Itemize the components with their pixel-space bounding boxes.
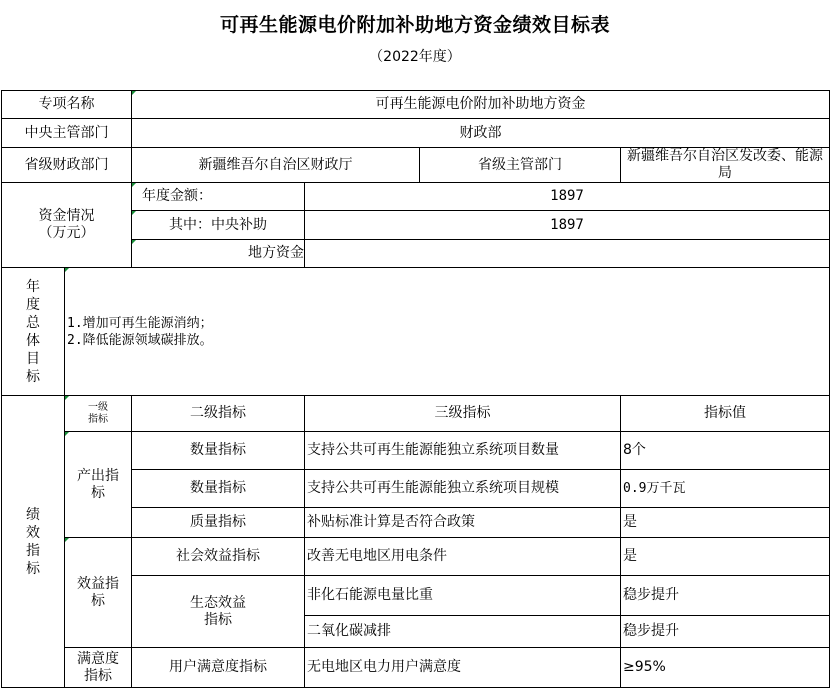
project-label: 专项名称 bbox=[2, 91, 132, 119]
output-indicator-label bbox=[65, 432, 132, 538]
funds-annual-value: 1897 bbox=[305, 183, 830, 211]
annual-goal-char: 总 bbox=[26, 314, 40, 331]
level3-cell: 补贴标准计算是否符合政策 bbox=[305, 508, 621, 538]
header-level1-line2: 指标 bbox=[88, 413, 108, 425]
eco-benefit-label bbox=[132, 576, 305, 648]
funds-local-value bbox=[305, 240, 830, 268]
page-subtitle: （2022年度） bbox=[369, 49, 461, 65]
funds-label-line2: （万元） bbox=[38, 225, 95, 241]
eco-label-line1: 生态效益 bbox=[190, 594, 246, 611]
annual-goal-content bbox=[65, 268, 830, 396]
level2-cell: 数量指标 bbox=[132, 432, 305, 470]
output-label-line1: 产出指 bbox=[77, 467, 119, 484]
output-label-line2: 标 bbox=[91, 484, 105, 501]
level3-cell: 无电地区电力用户满意度 bbox=[305, 648, 621, 688]
value-cell: 是 bbox=[621, 508, 830, 538]
performance-char: 效 bbox=[26, 524, 40, 541]
table-row-funds-annual bbox=[2, 183, 830, 211]
table-row-performance-header bbox=[2, 396, 830, 432]
value-cell: 0.9万千瓦 bbox=[621, 470, 830, 508]
funds-central-value: 1897 bbox=[305, 211, 830, 240]
performance-char: 绩 bbox=[26, 506, 40, 523]
level3-cell: 改善无电地区用电条件 bbox=[305, 538, 621, 576]
provincial-dept-label: 省级主管部门 bbox=[420, 148, 621, 183]
header-level2: 二级指标 bbox=[132, 396, 305, 432]
table-row-central-dept bbox=[2, 119, 830, 148]
funds-annual-label: 年度金额： bbox=[132, 183, 305, 211]
value-cell: ≥95% bbox=[621, 648, 830, 688]
satisfaction-label-line2: 指标 bbox=[84, 667, 112, 684]
annual-goal-char: 体 bbox=[26, 332, 40, 349]
provincial-finance-label: 省级财政部门 bbox=[2, 148, 132, 183]
level3-cell: 支持公共可再生能源能独立系统项目规模 bbox=[305, 470, 621, 508]
performance-target-table bbox=[1, 90, 830, 688]
central-dept-label: 中央主管部门 bbox=[2, 119, 132, 148]
annual-goal-char: 年 bbox=[26, 278, 40, 295]
page-title: 可再生能源电价附加补助地方资金绩效目标表 bbox=[219, 14, 610, 36]
value-cell: 稳步提升 bbox=[621, 576, 830, 616]
benefit-indicator-label bbox=[65, 538, 132, 648]
table-row-project bbox=[2, 91, 830, 119]
funds-local-label: 地方资金 bbox=[132, 240, 305, 268]
value-cell: 是 bbox=[621, 538, 830, 576]
annual-goal-char: 标 bbox=[26, 368, 40, 385]
funds-label bbox=[2, 183, 132, 268]
header-level3: 三级指标 bbox=[305, 396, 621, 432]
table-row-annual-goal bbox=[2, 268, 830, 396]
performance-char: 标 bbox=[26, 560, 40, 577]
annual-goal-label bbox=[2, 268, 65, 396]
annual-goal-char: 度 bbox=[26, 296, 40, 313]
eco-label-line2: 指标 bbox=[204, 611, 232, 628]
performance-label bbox=[2, 396, 65, 688]
level2-cell: 社会效益指标 bbox=[132, 538, 305, 576]
level3-cell: 二氧化碳减排 bbox=[305, 616, 621, 648]
satisfaction-indicator-label bbox=[65, 648, 132, 688]
central-dept-value: 财政部 bbox=[132, 119, 830, 148]
project-value: 可再生能源电价附加补助地方资金 bbox=[132, 91, 830, 119]
funds-central-label: 其中：中央补助 bbox=[132, 211, 305, 240]
level2-cell: 数量指标 bbox=[132, 470, 305, 508]
provincial-dept-value: 新疆维吾尔自治区发改委、能源局 bbox=[621, 148, 830, 183]
annual-goal-line: 2.降低能源领域碳排放。 bbox=[67, 332, 213, 348]
provincial-finance-value: 新疆维吾尔自治区财政厅 bbox=[132, 148, 420, 183]
benefit-label-line2: 标 bbox=[91, 592, 105, 609]
header-level1-line1: 一级 bbox=[88, 401, 108, 413]
value-cell: 8个 bbox=[621, 432, 830, 470]
level2-cell: 质量指标 bbox=[132, 508, 305, 538]
table-row-provincial bbox=[2, 148, 830, 183]
annual-goal-char: 目 bbox=[26, 350, 40, 367]
header-level1 bbox=[65, 396, 132, 432]
level3-cell: 支持公共可再生能源能独立系统项目数量 bbox=[305, 432, 621, 470]
satisfaction-label-line1: 满意度 bbox=[77, 650, 119, 667]
table-row bbox=[2, 538, 830, 576]
performance-char: 指 bbox=[26, 542, 40, 559]
table-row bbox=[2, 648, 830, 688]
annual-goal-line: 1.增加可再生能源消纳； bbox=[67, 315, 213, 331]
level3-cell: 非化石能源电量比重 bbox=[305, 576, 621, 616]
benefit-label-line1: 效益指 bbox=[77, 575, 119, 592]
level2-cell: 用户满意度指标 bbox=[132, 648, 305, 688]
table-row bbox=[2, 432, 830, 470]
header-value: 指标值 bbox=[621, 396, 830, 432]
value-cell: 稳步提升 bbox=[621, 616, 830, 648]
funds-label-line1: 资金情况 bbox=[38, 208, 95, 224]
